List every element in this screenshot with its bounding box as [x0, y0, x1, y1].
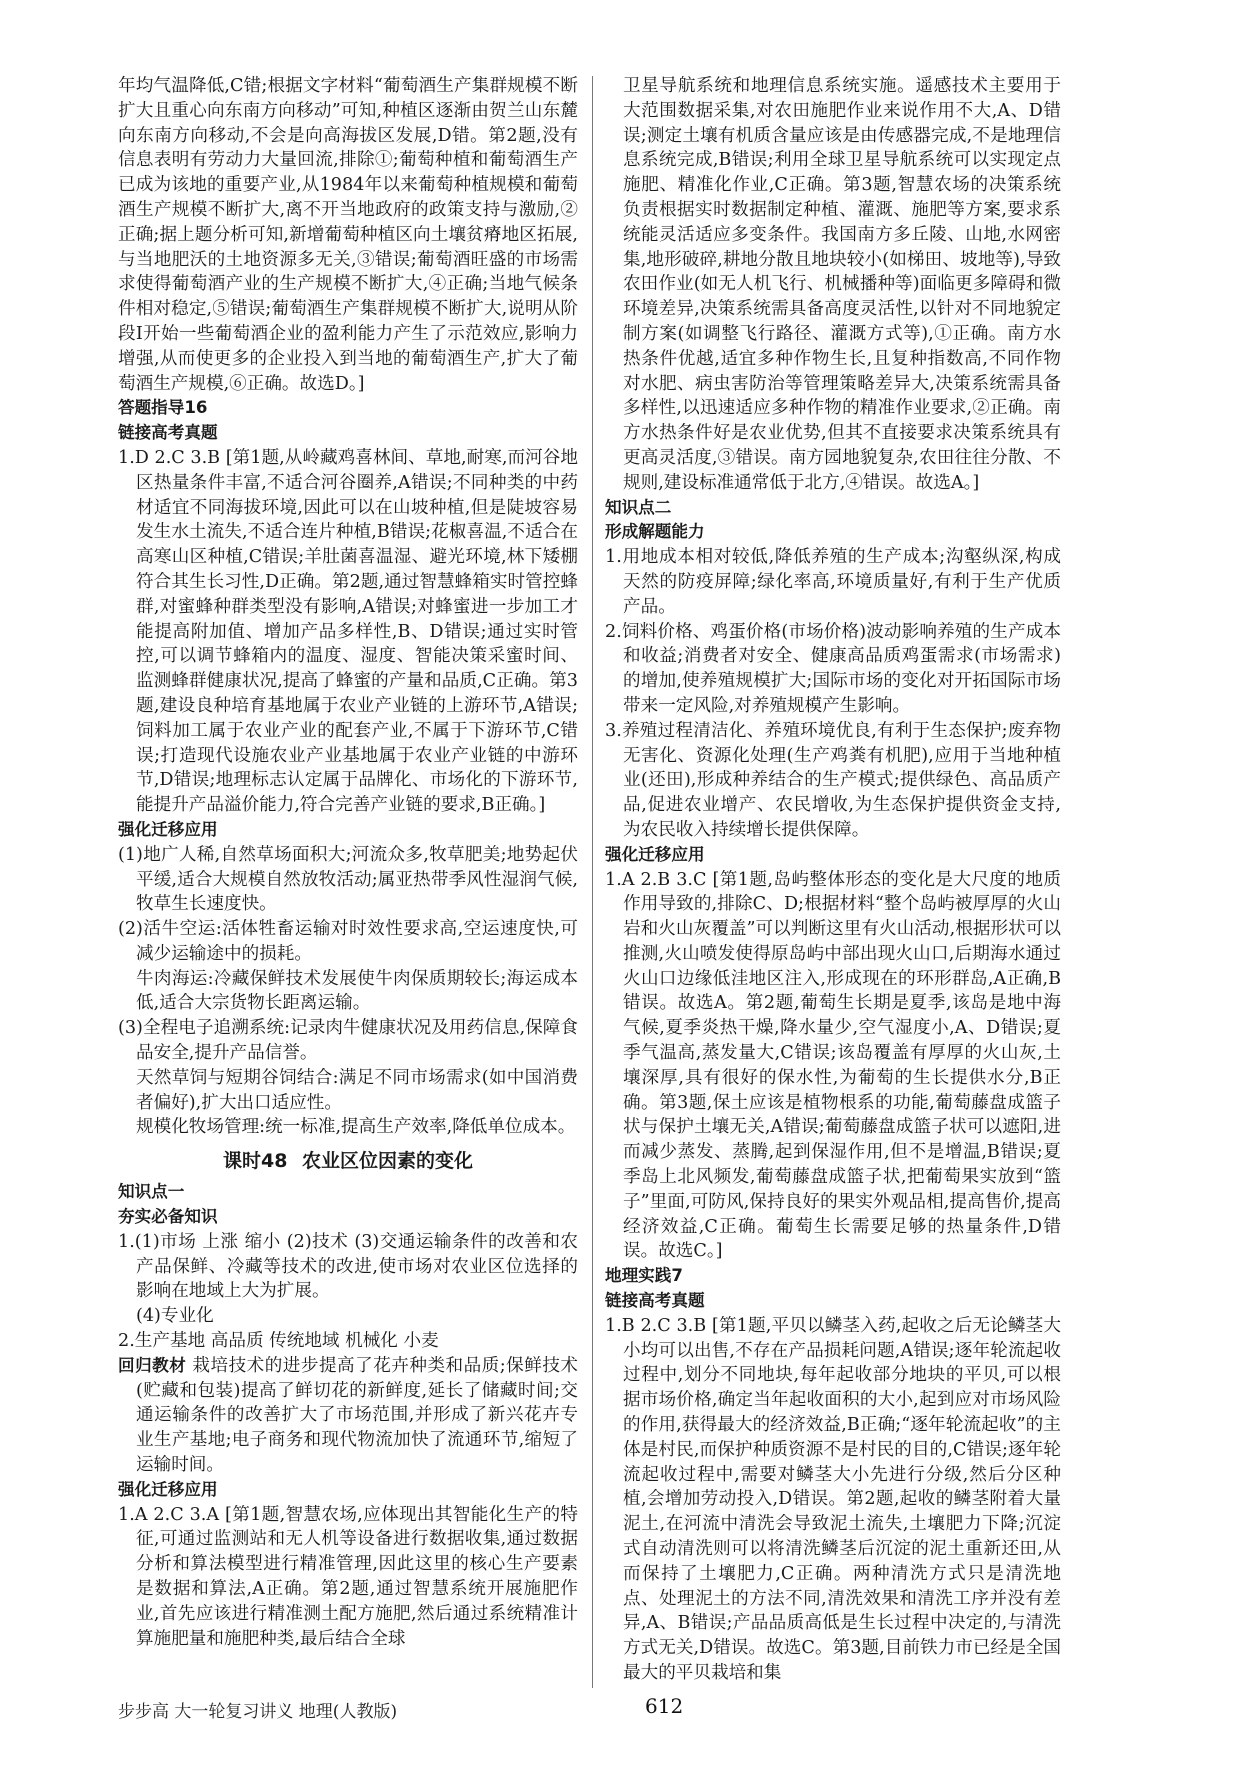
- section-heading-shijian: 地理实践7: [605, 1266, 683, 1286]
- left-column: [118, 74, 578, 1651]
- huigui-text: 栽培技术的进步提高了花卉种类和品质;保鲜技术(贮藏和包装)提高了鲜切花的新鲜度,延长了储藏时间;交通运输条件的改善扩大了市场范围,并形成了新兴花卉专业生产基地;电子商务和现代物流加快了流通环节,缩短了运输时间。: [136, 1355, 579, 1476]
- answer-item: 牛肉海运:冷藏保鲜技术发展使牛肉保质期较长;海运成本低,适合大宗货物长距离运输。: [136, 968, 578, 1014]
- lesson-title: 课时48 农业区位因素的变化: [222, 1150, 474, 1173]
- continued-answer-paragraph: 卫星导航系统和地理信息系统实施。遥感技术主要用于大范围数据采集,对农田施肥作业来说作用不大,A、D错误;测定土壤有机质含量应该是由传感器完成,不是地理信息系统完成,B错误;利用全球卫星导航系统可以实现定点施肥、精准化作业,C正确。第3题,智慧农场的决策系统负责根据实时数据制定种植、灌溉、施肥等方案,要求系统能灵活适应多变条件。我国南方多丘陵、山地,水网密集,地形破碎,耕地分散且地块较小(如梯田、坡地等),导致农田作业(如无人机飞行、机械播种等)面临更多障碍和微环境差异,决策系统需具备高度灵活性,以针对不同地貌定制方案(如调整飞行路径、灌溉方式等),①正确。南方水热条件优越,适宜多种作物生长,且复种指数高,不同作物对水肥、病虫害防治等管理策略差异大,决策系统需具备多样性,以迅速适应多种作物的精准作业要求,②正确。南方水热条件好是农业优势,但其不直接要求决策系统具有更高灵活度,③错误。南方园地貌复杂,农田往往分散、不规则,建设标准通常低于北方,④错误。故选A。]: [623, 76, 1061, 493]
- section-heading-zsd2: 知识点二: [605, 497, 672, 517]
- answer-block: 1.A 2.B 3.C [第1题,岛屿整体形态的变化是大尺度的地质作用导致的,排除C、D;根据材料“整个岛屿被厚厚的火山岩和火山灰覆盖”可以判断这里有火山活动,根据形状可以推测,火山喷发使得原岛屿中部出现火山口,后期海水通过火山口边缘低洼地区注入,形成现在的环形群岛,A正确,B错误。故选A。第2题,葡萄生长期是夏季,该岛是地中海气候,夏季炎热干燥,降水量少,空气湿度小,A、D错误;夏季气温高,蒸发量大,C错误;该岛覆盖有厚厚的火山灰,土壤深厚,具有很好的保水性,为葡萄的生长提供水分,B正确。第3题,保土应该是植物根系的功能,葡萄藤盘成篮子状与保护土壤无关,A错误;葡萄藤盘成篮子状可以遮阳,进而减少蒸发、蒸腾,起到保湿作用,但不是增温,B错误;夏季岛上北风频发,葡萄藤盘成篮子状,把葡萄果实放到“篮子”里面,可防风,保持良好的果实外观品相,提高售价,提高经济效益,C正确。葡萄生长需要足够的热量条件,D错误。故选C。]: [605, 869, 1061, 1262]
- answer-item: 2.生产基地 高品质 传统地域 机械化 小麦: [118, 1331, 439, 1352]
- answer-block: 1.A 2.C 3.A [第1题,智慧农场,应体现出其智能化生产的特征,可通过监测站和无人机等设备进行数据收集,通过数据分析和算法模型进行精准管理,因此这里的核心生产要素是数据和算法,A正确。第2题,通过智慧系统开展施肥作业,首先应该进行精准测土配方施肥,然后通过系统精准计算施肥量和施肥种类,最后结合全球: [118, 1504, 578, 1649]
- answer-block: 1.B 2.C 3.B [第1题,平贝以鳞茎入药,起收之后无论鳞茎大小均可以出售,不存在产品损耗问题,A错误;逐年轮流起收过程中,划分不同地块,每年起收部分地块的平贝,可以根据市场价格,确定当年起收面积的大小,起到应对市场风险的作用,获得最大的经济效益,B正确;“逐年轮流起收”的主体是村民,而保护种质资源不是村民的目的,C错误;逐年轮流起收过程中,需要对鳞茎大小先进行分级,然后分区种植,会增加劳动投入,D错误。第2题,起收的鳞茎附着大量泥土,在河流中清洗会导致泥土流失,土壤肥力下降;沉淀式自动清洗则可以将清洗鳞茎后沉淀的泥土重新还田,从而保持了土壤肥力,C正确。两种清洗方式只是清洗地点、处理泥土的方法不同,清洗效果和清洗工序并没有差异,A、B错误;产品品质高低是生长过程中决定的,与清洗方式无关,D错误。故选C。第3题,目前铁力市已经是全国最大的平贝栽培和集: [605, 1315, 1061, 1683]
- answer-item: 1.(1)市场 上涨 缩小 (2)技术 (3)交通运输条件的改善和农产品保鲜、冷藏等技术的改进,使市场对农业区位选择的影响在地域上大为扩展。: [118, 1231, 578, 1302]
- answer-item: (1)地广人稀,自然草场面积大;河流众多,牧草肥美;地势起伏平缓,适合大规模自然放牧活动;属亚热带季风性湿润气候,牧草生长速度快。: [118, 844, 578, 915]
- page-number: 612: [645, 1694, 684, 1718]
- section-heading-xingcheng: 形成解题能力: [605, 522, 705, 542]
- answer-item: (3)全程电子追溯系统:记录肉牛健康状况及用药信息,保障食品安全,提升产品信誉。: [118, 1018, 578, 1064]
- answer-item: 规模化牧场管理:统一标准,提高生产效率,降低单位成本。: [136, 1117, 576, 1138]
- huigui-label: 回归教材: [118, 1355, 187, 1375]
- continued-answer-paragraph: 年均气温降低,C错;根据文字材料“葡萄酒生产集群规模不断扩大且重心向东南方向移动”可知,种植区逐渐由贺兰山东麓向东南方向移动,不会是向高海拔区发展,D错。第2题,没有信息表明有劳动力大量回流,排除①;葡萄种植和葡萄酒生产已成为该地的重要产业,从1984年以来葡萄种植规模和葡萄酒生产规模不断扩大,离不开当地政府的政策支持与激励,②正确;据上题分析可知,新增葡萄种植区向土壤贫瘠地区拓展,与当地肥沃的土地资源多无关,③错误;葡萄酒旺盛的市场需求使得葡萄酒产业的生产规模不断扩大,④正确;当地气候条件相对稳定,⑤错误;葡萄酒生产集群规模不断扩大,说明从阶段Ⅰ开始一些葡萄酒企业的盈利能力产生了示范效应,影响力增强,从而使更多的企业投入到当地的葡萄酒生产,扩大了葡萄酒生产规模,⑥正确。故选D。]: [118, 76, 578, 394]
- section-heading-dati: 答题指导16: [118, 398, 208, 418]
- section-heading-lianjie: 链接高考真题: [605, 1291, 705, 1311]
- huigui-paragraph: [118, 1354, 578, 1478]
- section-heading-lianjie: 链接高考真题: [118, 423, 218, 443]
- footer-book-title: 步步高 大一轮复习讲义 地理(人教版): [118, 1702, 398, 1722]
- answer-item: (2)活牛空运:活体牲畜运输对时效性要求高,空运速度快,可减少运输途中的损耗。: [118, 919, 578, 964]
- answer-item: 1.用地成本相对较低,降低养殖的生产成本;沟壑纵深,构成天然的防疫屏障;绿化率高,环境质量好,有利于生产优质产品。: [605, 547, 1061, 617]
- answer-item: (4)专业化: [136, 1306, 214, 1327]
- section-heading-zsd1: 知识点一: [118, 1182, 185, 1202]
- answer-item: 3.养殖过程清洁化、养殖环境优良,有利于生态保护;废弃物无害化、资源化处理(生产鸡粪有机肥),应用于当地种植业(还田),形成种养结合的生产模式;提供绿色、高品质产品,促进农业增产、农民增收,为生态保护提供资金支持,为农民收入持续增长提供保障。: [605, 720, 1061, 840]
- section-heading-qianghua: 强化迁移应用: [605, 844, 705, 864]
- right-column: [605, 74, 1061, 1686]
- section-heading-qianghua: 强化迁移应用: [118, 819, 218, 839]
- section-heading-hangshi: 夯实必备知识: [118, 1207, 218, 1227]
- section-heading-qianghua: 强化迁移应用: [118, 1479, 218, 1499]
- answer-item: 天然草饲与短期谷饲结合:满足不同市场需求(如中国消费者偏好),扩大出口适应性。: [136, 1067, 578, 1113]
- column-divider: [592, 76, 593, 1688]
- answer-block: 1.D 2.C 3.B [第1题,从岭藏鸡喜林间、草地,耐寒,而河谷地区热量条件丰富,不适合河谷圈养,A错误;不同种类的中药材适宜不同海拔环境,因此可以在山坡种植,但是陡坡容易发生水土流失,不适合连片种植,B错误;花椒喜温,不适合在高寒山区种植,C错误;羊肚菌喜温湿、避光环境,林下矮棚符合其生长习性,D正确。第2题,通过智慧蜂箱实时管控蜂群,对蜜蜂种群类型没有影响,A错误;对蜂蜜进一步加工才能提高附加值、增加产品多样性,B、D错误;通过实时管控,可以调节蜂箱内的温度、湿度、智能决策采蜜时间、监测蜂群健康状况,提高了蜂蜜的产量和品质,C正确。第3题,建设良种培育基地属于农业产业链的上游环节,A错误;饲料加工属于农业产业的配套产业,不属于下游环节,C错误;打造现代设施农业产业基地属于农业产业链的中游环节,D错误;地理标志认定属于品牌化、市场化的下游环节,能提升产品溢价能力,符合完善产业链的要求,B正确。]: [118, 447, 578, 816]
- answer-item: 2.饲料价格、鸡蛋价格(市场价格)波动影响养殖的生产成本和收益;消费者对安全、健康高品质鸡蛋需求(市场需求)的增加,使养殖规模扩大;国际市场的变化对开拓国际市场带来一定风险,对养殖规模产生影响。: [605, 621, 1061, 716]
